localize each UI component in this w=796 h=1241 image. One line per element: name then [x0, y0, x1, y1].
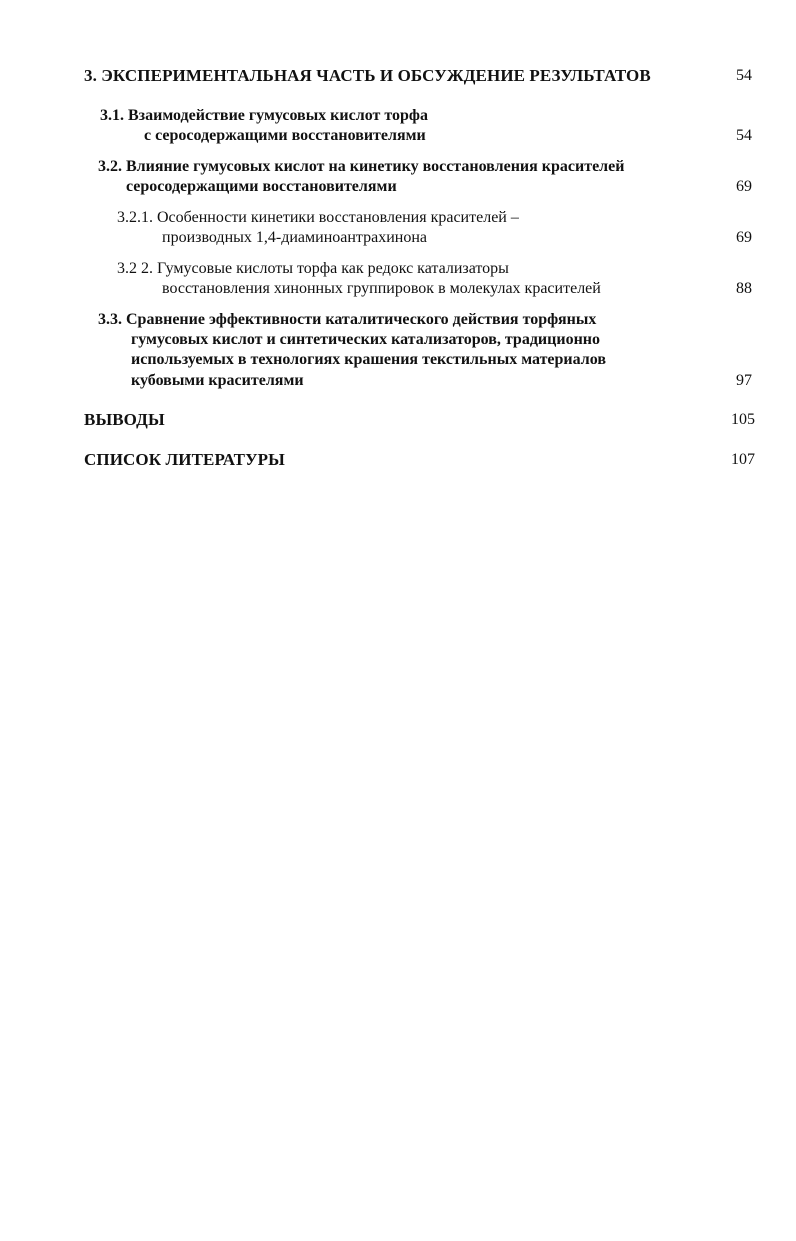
toc-3-3-line2: гумусовых кислот и синтетических катализаторов, традиционно: [131, 331, 601, 348]
toc-3-1-line2: с серосодержащими восстановителями: [144, 127, 426, 144]
toc-3-2-2-line2: восстановления хинонных группировок в молекулах красителей: [162, 280, 601, 297]
toc-3-2-2-page: 88: [736, 280, 752, 297]
toc-3-2-line1: 3.2. Влияние гумусовых кислот на кинетику восстановления красителей: [98, 158, 625, 175]
toc-3-1-page: 54: [736, 127, 752, 144]
toc-3-2-1-line1: 3.2.1. Особенности кинетики восстановления красителей –: [117, 209, 519, 226]
toc-3-2-1-page: 69: [736, 229, 752, 246]
toc-3-3-line4: кубовыми красителями: [131, 372, 304, 389]
toc-3-2-1-line2: производных 1,4-диаминоантрахинона: [162, 229, 428, 246]
toc-references-title: СПИСОК ЛИТЕРАТУРЫ: [84, 450, 285, 469]
toc-3-3-page: 97: [736, 372, 752, 389]
toc-3-1-line1: 3.1. Взаимодействие гумусовых кислот торфа: [100, 107, 428, 124]
toc-chapter3-title: 3. ЭКСПЕРИМЕНТАЛЬНАЯ ЧАСТЬ И ОБСУЖДЕНИЕ РЕЗУЛЬТАТОВ: [84, 66, 651, 85]
toc-3-2-line2: серосодержащими восстановителями: [126, 178, 397, 195]
toc-references-page: 107: [731, 451, 755, 468]
toc-3-3-line3: используемых в технологиях крашения текстильных материалов: [131, 351, 607, 368]
toc-conclusions-title: ВЫВОДЫ: [84, 410, 165, 429]
toc-chapter3-page: 54: [736, 67, 752, 84]
toc-3-2-2-line1: 3.2 2. Гумусовые кислоты торфа как редокс катализаторы: [117, 260, 509, 277]
toc-3-3-line1: 3.3. Сравнение эффективности каталитического действия торфяных: [98, 311, 597, 328]
toc-conclusions-page: 105: [731, 411, 755, 428]
toc-3-2-page: 69: [736, 178, 752, 195]
